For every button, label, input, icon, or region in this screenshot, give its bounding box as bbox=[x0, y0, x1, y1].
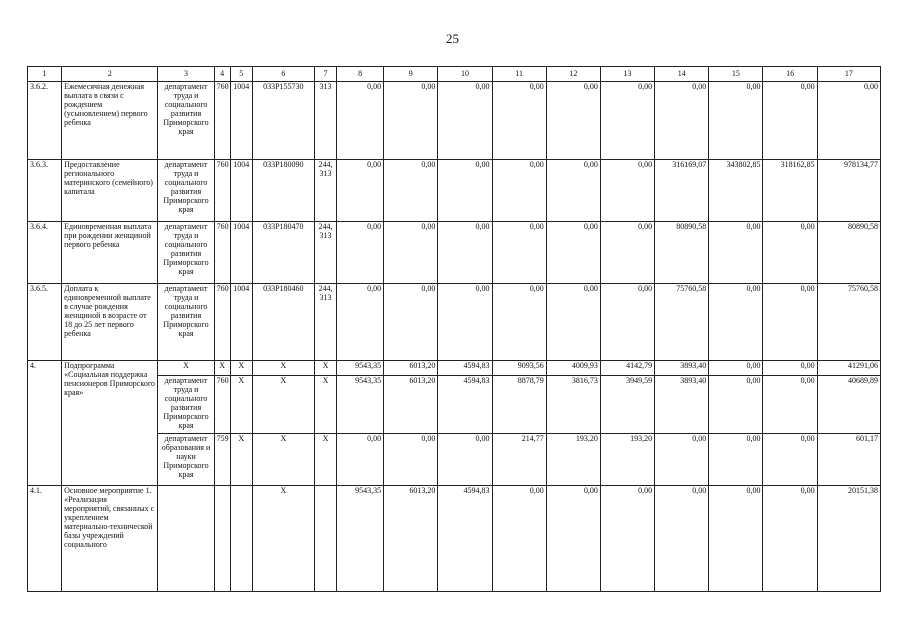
value-col-14: 0,00 bbox=[655, 434, 709, 486]
responsible-org: департамент труда и социального развития Приморского края bbox=[158, 284, 214, 361]
header-cell-14: 14 bbox=[655, 67, 709, 82]
value-col-11: 0,00 bbox=[492, 284, 546, 361]
code-rzpr: 1004 bbox=[230, 82, 252, 160]
table-row bbox=[28, 284, 881, 361]
value-col-13: 0,00 bbox=[600, 160, 654, 222]
header-row bbox=[28, 67, 881, 82]
code-csr: X bbox=[252, 434, 314, 486]
code-grbs bbox=[214, 486, 230, 592]
value-col-17: 978134,77 bbox=[817, 160, 880, 222]
row-name: Единовременная выплата при рождении женщиной первого ребенка bbox=[62, 222, 158, 284]
value-col-10: 0,00 bbox=[438, 284, 492, 361]
value-col-11: 0,00 bbox=[492, 222, 546, 284]
table-row bbox=[28, 222, 881, 284]
value-col-17: 41291,06 bbox=[817, 361, 880, 376]
header-cell-6: 6 bbox=[252, 67, 314, 82]
value-col-16: 0,00 bbox=[763, 376, 817, 434]
value-col-13: 0,00 bbox=[600, 284, 654, 361]
code-vr: 313 bbox=[314, 82, 336, 160]
value-col-9: 6013,20 bbox=[384, 376, 438, 434]
code-vr bbox=[314, 486, 336, 592]
code-vr: 244, 313 bbox=[314, 284, 336, 361]
value-col-13: 0,00 bbox=[600, 82, 654, 160]
code-csr: 033P180090 bbox=[252, 160, 314, 222]
code-vr: 244, 313 bbox=[314, 222, 336, 284]
value-col-10: 0,00 bbox=[438, 222, 492, 284]
value-col-17: 75760,58 bbox=[817, 284, 880, 361]
value-col-11: 214,77 bbox=[492, 434, 546, 486]
code-grbs: 760 bbox=[214, 284, 230, 361]
value-col-12: 0,00 bbox=[546, 160, 600, 222]
code-grbs: 760 bbox=[214, 376, 230, 434]
value-col-8: 9543,35 bbox=[337, 361, 384, 376]
header-cell-13: 13 bbox=[600, 67, 654, 82]
code-vr: X bbox=[314, 361, 336, 376]
code-csr: X bbox=[252, 376, 314, 434]
value-col-17: 0,00 bbox=[817, 82, 880, 160]
value-col-8: 0,00 bbox=[337, 284, 384, 361]
header-cell-17: 17 bbox=[817, 67, 880, 82]
code-csr: 033P180460 bbox=[252, 284, 314, 361]
value-col-14: 0,00 bbox=[655, 82, 709, 160]
value-col-11: 0,00 bbox=[492, 486, 546, 592]
header-cell-9: 9 bbox=[384, 67, 438, 82]
row-number: 3.6.4. bbox=[28, 222, 62, 284]
code-vr: 244, 313 bbox=[314, 160, 336, 222]
row-name: Ежемесячная денежная выплата в связи с рождением (усыновлением) первого ребенка bbox=[62, 82, 158, 160]
row-name: Подпрограмма «Социальная поддержка пенсионеров Приморского края» bbox=[62, 361, 158, 486]
value-col-14: 75760,58 bbox=[655, 284, 709, 361]
value-col-15: 0,00 bbox=[709, 486, 763, 592]
value-col-15: 343802,85 bbox=[709, 160, 763, 222]
value-col-15: 0,00 bbox=[709, 82, 763, 160]
row-number: 4.1. bbox=[28, 486, 62, 592]
header-cell-16: 16 bbox=[763, 67, 817, 82]
value-col-17: 601,17 bbox=[817, 434, 880, 486]
value-col-17: 40689,89 bbox=[817, 376, 880, 434]
value-col-8: 0,00 bbox=[337, 82, 384, 160]
value-col-16: 318162,85 bbox=[763, 160, 817, 222]
responsible-org: департамент труда и социального развития Приморского края bbox=[158, 376, 214, 434]
code-vr: X bbox=[314, 376, 336, 434]
value-col-10: 0,00 bbox=[438, 434, 492, 486]
value-col-9: 0,00 bbox=[384, 434, 438, 486]
value-col-11: 0,00 bbox=[492, 82, 546, 160]
code-csr: 033P180470 bbox=[252, 222, 314, 284]
value-col-8: 0,00 bbox=[337, 160, 384, 222]
row-number: 3.6.2. bbox=[28, 82, 62, 160]
header-cell-12: 12 bbox=[546, 67, 600, 82]
value-col-9: 6013,20 bbox=[384, 361, 438, 376]
value-col-12: 0,00 bbox=[546, 486, 600, 592]
value-col-14: 0,00 bbox=[655, 486, 709, 592]
value-col-17: 80890,58 bbox=[817, 222, 880, 284]
value-col-12: 0,00 bbox=[546, 82, 600, 160]
code-rzpr: X bbox=[230, 434, 252, 486]
value-col-10: 4594,83 bbox=[438, 376, 492, 434]
value-col-8: 0,00 bbox=[337, 434, 384, 486]
value-col-12: 0,00 bbox=[546, 284, 600, 361]
code-rzpr: X bbox=[230, 361, 252, 376]
value-col-13: 3949,59 bbox=[600, 376, 654, 434]
responsible-org: департамент труда и социального развития Приморского края bbox=[158, 160, 214, 222]
row-name: Предоставление регионального материнского (семейного) капитала bbox=[62, 160, 158, 222]
value-col-11: 0,00 bbox=[492, 160, 546, 222]
code-grbs: 759 bbox=[214, 434, 230, 486]
responsible-org: X bbox=[158, 361, 214, 376]
code-grbs: 760 bbox=[214, 222, 230, 284]
value-col-11: 9093,56 bbox=[492, 361, 546, 376]
table-row bbox=[28, 486, 881, 592]
code-rzpr: 1004 bbox=[230, 284, 252, 361]
value-col-14: 316169,07 bbox=[655, 160, 709, 222]
header-cell-2: 2 bbox=[62, 67, 158, 82]
value-col-13: 193,20 bbox=[600, 434, 654, 486]
header-cell-10: 10 bbox=[438, 67, 492, 82]
code-rzpr bbox=[230, 486, 252, 592]
header-cell-8: 8 bbox=[337, 67, 384, 82]
code-grbs: X bbox=[214, 361, 230, 376]
row-number: 3.6.3. bbox=[28, 160, 62, 222]
responsible-org bbox=[158, 486, 214, 592]
value-col-15: 0,00 bbox=[709, 284, 763, 361]
value-col-13: 0,00 bbox=[600, 486, 654, 592]
code-csr: X bbox=[252, 486, 314, 592]
value-col-9: 0,00 bbox=[384, 82, 438, 160]
value-col-14: 80890,58 bbox=[655, 222, 709, 284]
value-col-12: 193,20 bbox=[546, 434, 600, 486]
value-col-16: 0,00 bbox=[763, 434, 817, 486]
budget-table bbox=[27, 66, 881, 592]
value-col-10: 4594,83 bbox=[438, 361, 492, 376]
value-col-12: 4009,93 bbox=[546, 361, 600, 376]
value-col-17: 20151,38 bbox=[817, 486, 880, 592]
value-col-13: 4142,79 bbox=[600, 361, 654, 376]
value-col-9: 0,00 bbox=[384, 160, 438, 222]
table-row bbox=[28, 160, 881, 222]
code-grbs: 760 bbox=[214, 82, 230, 160]
row-name: Основное мероприятие 1. «Реализация мероприятий, связанных с укреплением материально-технической базы учреждений социального bbox=[62, 486, 158, 592]
header-cell-1: 1 bbox=[28, 67, 62, 82]
row-name: Доплата к единовременной выплате в случае рождения женщиной в возрасте от 18 до 25 лет первого ребенка bbox=[62, 284, 158, 361]
value-col-14: 3893,40 bbox=[655, 376, 709, 434]
row-number: 3.6.5. bbox=[28, 284, 62, 361]
value-col-16: 0,00 bbox=[763, 284, 817, 361]
value-col-10: 0,00 bbox=[438, 82, 492, 160]
value-col-12: 3816,73 bbox=[546, 376, 600, 434]
table-row bbox=[28, 361, 881, 376]
responsible-org: департамент труда и социального развития Приморского края bbox=[158, 82, 214, 160]
header-cell-5: 5 bbox=[230, 67, 252, 82]
value-col-16: 0,00 bbox=[763, 222, 817, 284]
code-rzpr: 1004 bbox=[230, 222, 252, 284]
value-col-12: 0,00 bbox=[546, 222, 600, 284]
value-col-9: 0,00 bbox=[384, 284, 438, 361]
header-cell-4: 4 bbox=[214, 67, 230, 82]
code-rzpr: 1004 bbox=[230, 160, 252, 222]
code-grbs: 760 bbox=[214, 160, 230, 222]
responsible-org: департамент образования и науки Приморского края bbox=[158, 434, 214, 486]
value-col-8: 9543,35 bbox=[337, 486, 384, 592]
value-col-15: 0,00 bbox=[709, 361, 763, 376]
value-col-13: 0,00 bbox=[600, 222, 654, 284]
value-col-16: 0,00 bbox=[763, 361, 817, 376]
value-col-11: 8878,79 bbox=[492, 376, 546, 434]
responsible-org: департамент труда и социального развития Приморского края bbox=[158, 222, 214, 284]
header-cell-15: 15 bbox=[709, 67, 763, 82]
value-col-9: 6013,20 bbox=[384, 486, 438, 592]
value-col-10: 0,00 bbox=[438, 160, 492, 222]
row-number: 4. bbox=[28, 361, 62, 486]
code-rzpr: X bbox=[230, 376, 252, 434]
header-cell-3: 3 bbox=[158, 67, 214, 82]
value-col-15: 0,00 bbox=[709, 434, 763, 486]
value-col-16: 0,00 bbox=[763, 486, 817, 592]
value-col-8: 0,00 bbox=[337, 222, 384, 284]
page-number: 25 bbox=[446, 31, 459, 46]
header-cell-7: 7 bbox=[314, 67, 336, 82]
header-cell-11: 11 bbox=[492, 67, 546, 82]
value-col-8: 9543,35 bbox=[337, 376, 384, 434]
value-col-15: 0,00 bbox=[709, 376, 763, 434]
value-col-16: 0,00 bbox=[763, 82, 817, 160]
code-csr: 033P155730 bbox=[252, 82, 314, 160]
table-row bbox=[28, 82, 881, 160]
code-vr: X bbox=[314, 434, 336, 486]
value-col-10: 4594,83 bbox=[438, 486, 492, 592]
value-col-9: 0,00 bbox=[384, 222, 438, 284]
value-col-15: 0,00 bbox=[709, 222, 763, 284]
code-csr: X bbox=[252, 361, 314, 376]
value-col-14: 3893,40 bbox=[655, 361, 709, 376]
